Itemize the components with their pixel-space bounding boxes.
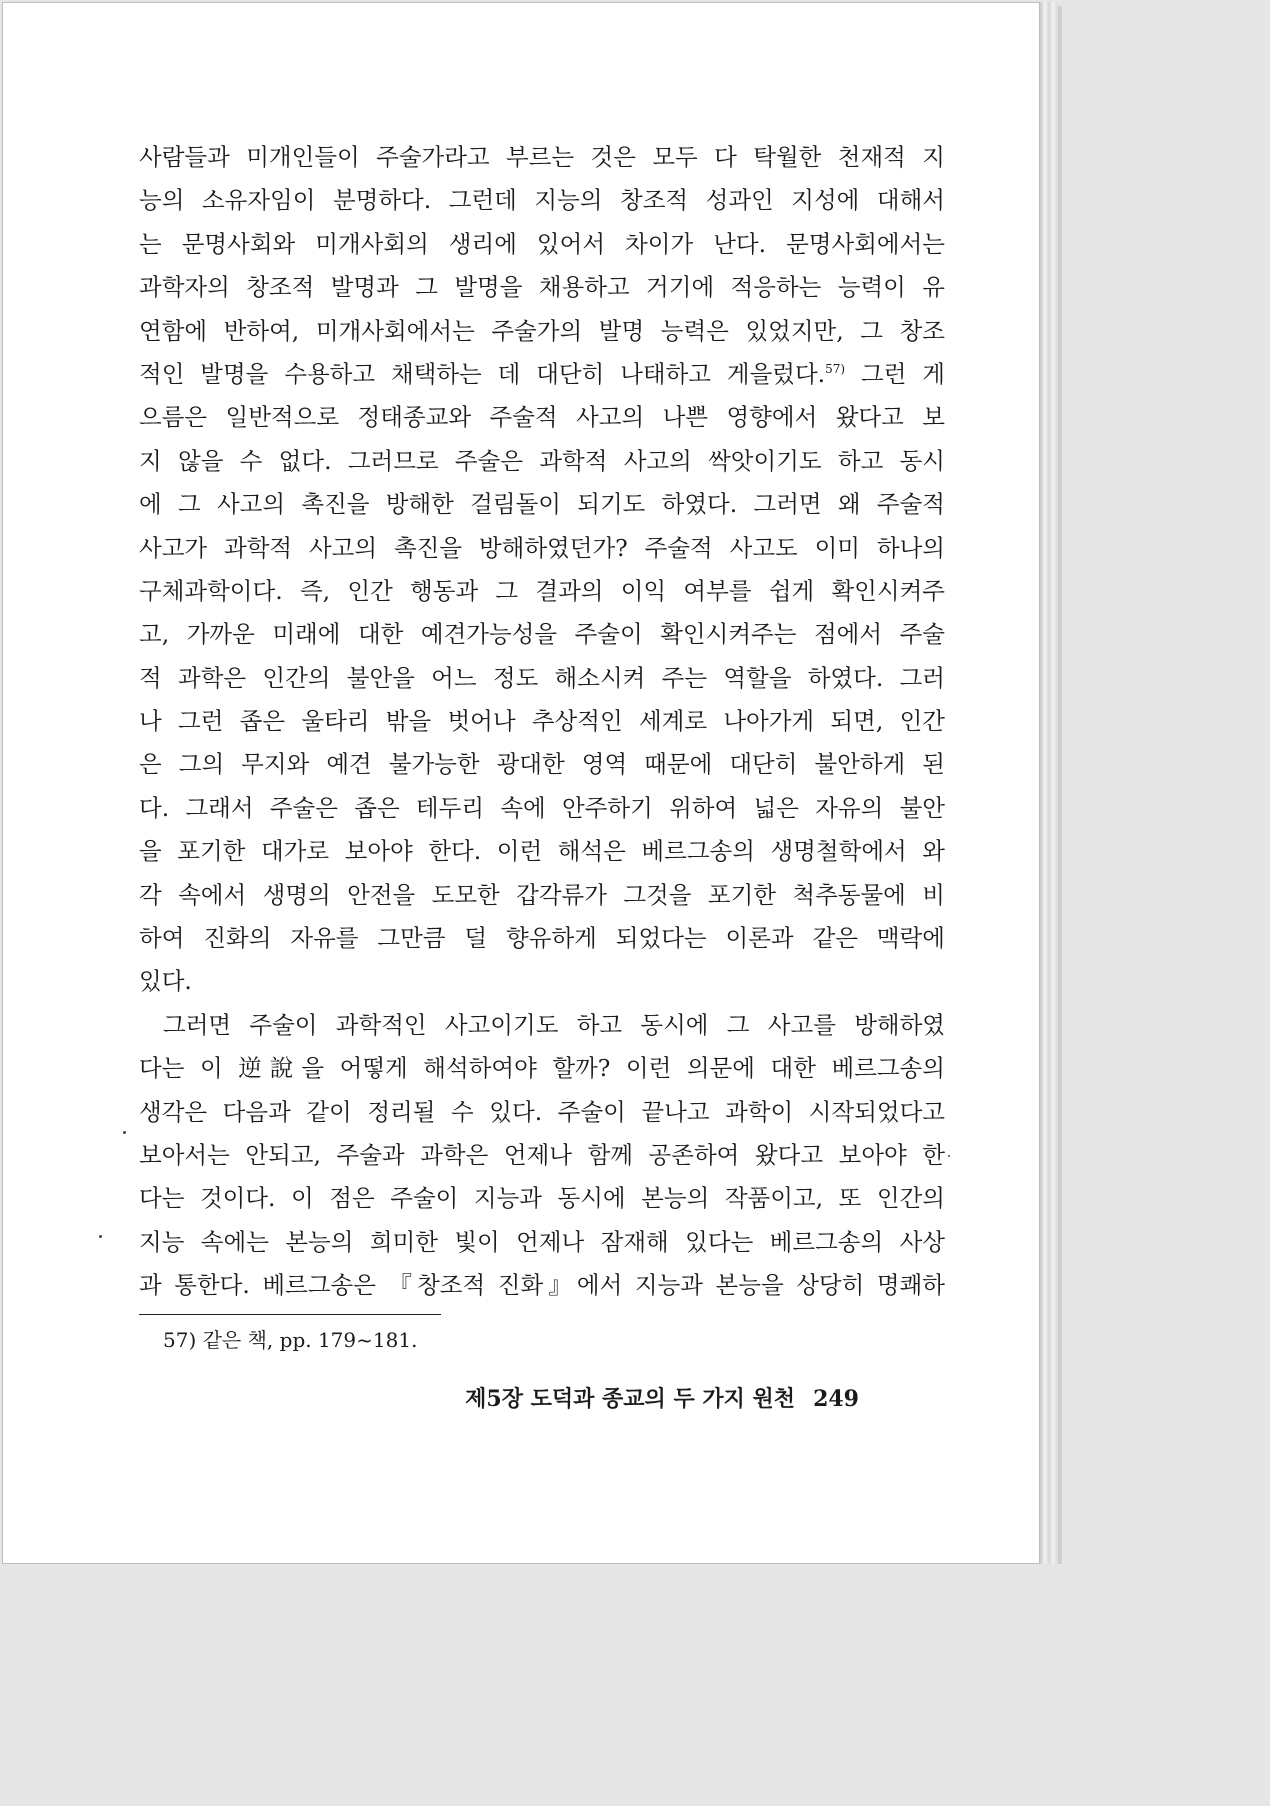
body-line: 지능 속에는 본능의 희미한 빛이 언제나 잠재해 있다는 베르그송의 사상 [139,1227,945,1256]
body-line-segment: 적인 발명을 수용하고 채택하는 데 대단히 나태하고 게을렀다. [139,359,826,388]
footnote: 57) 같은 책, pp. 179~181. [163,1328,418,1352]
body-line: 고, 가까운 미래에 대한 예견가능성을 주술이 확인시켜주는 점에서 주술 [139,620,945,649]
body-text [139,136,945,1308]
body-line: 각 속에서 생명의 안전을 도모한 갑각류가 그것을 포기한 척추동물에 비 [139,880,945,909]
scan-speck [123,1131,126,1134]
body-line: 사람들과 미개인들이 주술가라고 부르는 것은 모두 다 탁월한 천재적 지 [139,143,945,171]
footnote-reference: 57) [825,361,846,376]
body-line: 나 그런 좁은 울타리 밖을 벗어나 추상적인 세계로 나아가게 되면, 인간 [139,707,945,736]
body-line: 과 통한다. 베르그송은 『창조적 진화』에서 지능과 본능을 상당히 명쾌하 [139,1271,945,1300]
body-line: 다는 것이다. 이 점은 주술이 지능과 동시에 본능의 작품이고, 또 인간의 [139,1184,945,1213]
body-line: 는 문명사회와 미개사회의 생리에 있어서 차이가 난다. 문명사회에서는 [139,229,945,258]
paragraph-last-line: 있다. [139,967,192,996]
body-line: 다는 이 逆說을 어떻게 해석하여야 할까? 이런 의문에 대한 베르그송의 [139,1054,945,1083]
body-line: 을 포기한 대가로 보아야 한다. 이런 해석은 베르그송의 생명철학에서 와 [139,837,945,866]
footnote-divider [139,1314,441,1315]
body-line: 으름은 일반적으로 정태종교와 주술적 사고의 나쁜 영향에서 왔다고 보 [139,403,945,432]
page-number: 249 [813,1386,859,1412]
body-line-with-footnote-ref [139,353,945,396]
book-page [2,2,1040,1564]
body-line-segment: 그런 게 [861,359,945,388]
body-line: 은 그의 무지와 예견 불가능한 광대한 영역 때문에 대단히 불안하게 된 [139,750,945,779]
body-line: 보아서는 안되고, 주술과 과학은 언제나 함께 공존하여 왔다고 보아야 한 [139,1140,945,1169]
body-line: 다. 그래서 주술은 좁은 테두리 속에 안주하기 위하여 넓은 자유의 불안 [139,793,945,822]
body-line: 과학자의 창조적 발명과 그 발명을 채용하고 거기에 적응하는 능력이 유 [139,273,945,302]
body-line: 구체과학이다. 즉, 인간 행동과 그 결과의 이익 여부를 쉽게 확인시켜주 [139,576,945,605]
running-footer [465,1383,859,1415]
body-line: 지 않을 수 없다. 그러므로 주술은 과학적 사고의 싹앗이기도 하고 동시 [139,446,945,475]
page-stack-edge [1040,2,1058,1564]
body-line: 사고가 과학적 사고의 촉진을 방해하였던가? 주술적 사고도 이미 하나의 [139,533,945,562]
body-line: 연함에 반하여, 미개사회에서는 주술가의 발명 능력은 있었지만, 그 창조 [139,316,945,345]
scan-speck [948,1155,950,1157]
body-line: 적 과학은 인간의 불안을 어느 정도 해소시켜 주는 역할을 하였다. 그러 [139,663,945,692]
paragraph-first-line: 그러면 주술이 과학적인 사고이기도 하고 동시에 그 사고를 방해하였 [163,1010,945,1039]
page-shadow [1058,6,1062,1564]
scan-speck [99,1235,102,1238]
body-line: 에 그 사고의 촉진을 방해한 걸림돌이 되기도 하였다. 그러면 왜 주술적 [139,490,945,519]
body-line: 하여 진화의 자유를 그만큼 덜 향유하게 되었다는 이론과 같은 맥락에 [139,924,945,953]
body-line: 능의 소유자임이 분명하다. 그런데 지능의 창조적 성과인 지성에 대해서 [139,186,945,215]
body-line: 생각은 다음과 같이 정리될 수 있다. 주술이 끝나고 과학이 시작되었다고 [139,1097,945,1126]
chapter-title: 제5장 도덕과 종교의 두 가지 원천 [465,1386,796,1412]
